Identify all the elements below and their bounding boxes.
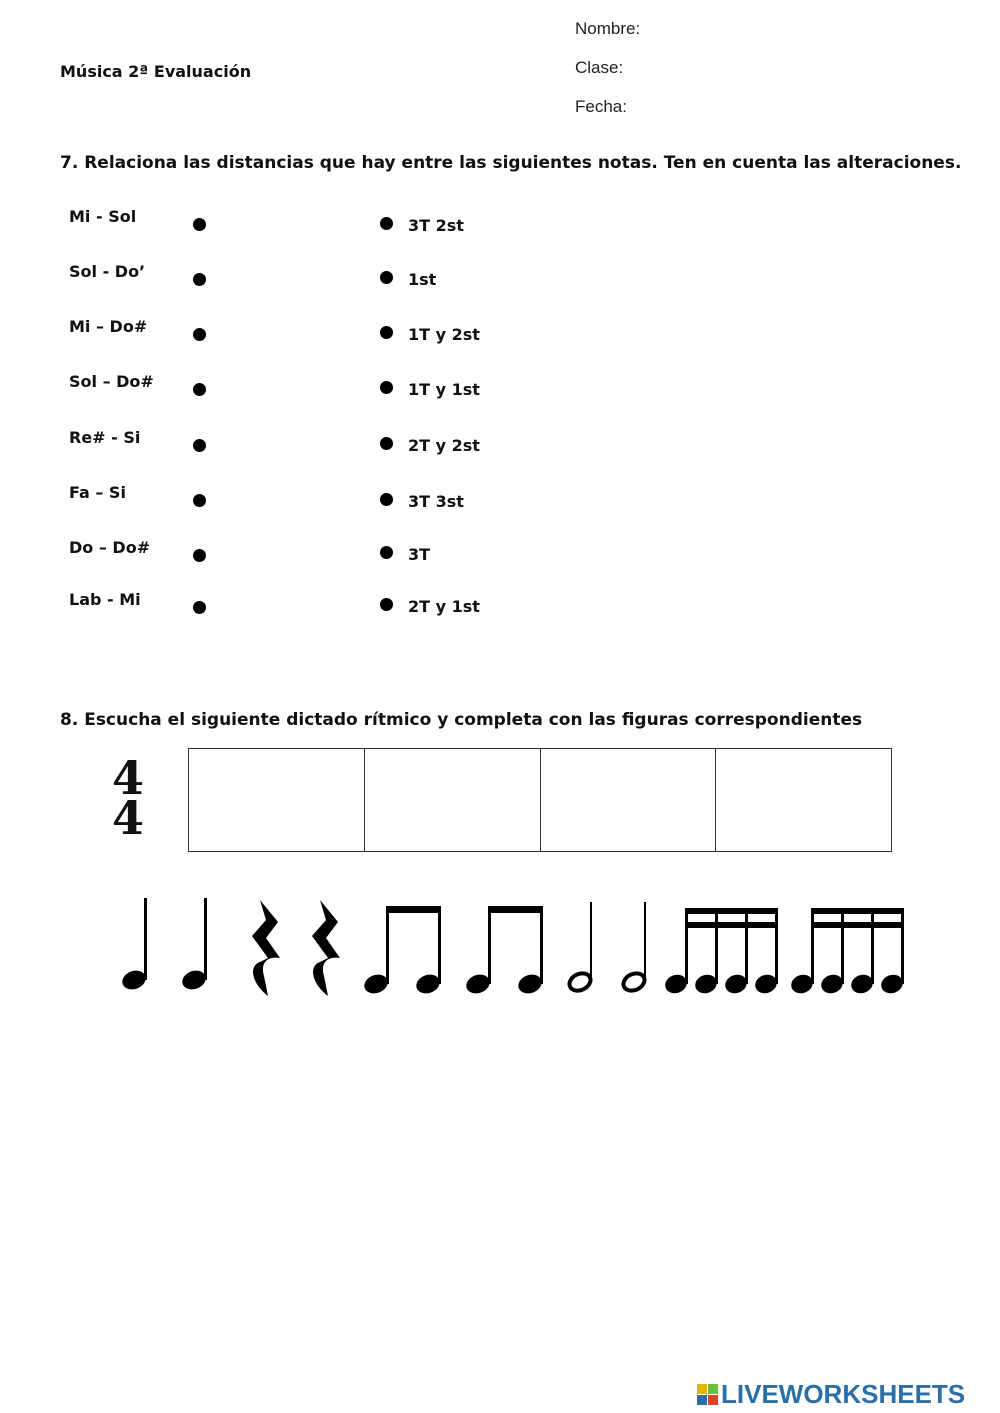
quarter-note-icon[interactable] xyxy=(120,898,149,993)
right-item-1: 3T 2st xyxy=(408,216,464,235)
eighth-note-pair-icon[interactable] xyxy=(464,906,545,997)
class-label: Clase: xyxy=(575,58,624,77)
question-8-title: 8. Escucha el siguiente dictado rítmico y completa con las figuras correspondientes xyxy=(60,710,863,730)
left-item-6: Fa – Si xyxy=(69,483,126,502)
left-match-dot[interactable] xyxy=(193,494,206,507)
time-signature-top: 4 xyxy=(112,751,145,805)
measure-drop-zone-1[interactable] xyxy=(189,749,365,851)
brand-name: LIVEWORKSHEETS xyxy=(721,1379,966,1409)
sixteenth-note-group-icon[interactable] xyxy=(789,908,906,996)
left-match-dot[interactable] xyxy=(193,601,206,614)
liveworksheets-logo-icon xyxy=(697,1384,718,1405)
quarter-rest-icon[interactable] xyxy=(312,900,340,996)
left-match-dot[interactable] xyxy=(193,439,206,452)
left-item-4: Sol – Do# xyxy=(69,372,154,391)
name-label: Nombre: xyxy=(575,19,641,38)
left-match-dot[interactable] xyxy=(193,218,206,231)
question-7-title: 7. Relaciona las distancias que hay entre las siguientes notas. Ten en cuenta las alteraciones. xyxy=(60,153,962,173)
liveworksheets-logo xyxy=(697,1379,965,1410)
right-item-7: 3T xyxy=(408,545,431,564)
measure-drop-zone-3[interactable] xyxy=(541,749,717,851)
left-item-2: Sol - Do’ xyxy=(69,262,146,281)
half-note-icon[interactable] xyxy=(567,902,594,994)
right-match-dot[interactable] xyxy=(380,326,393,339)
left-match-dot[interactable] xyxy=(193,549,206,562)
quarter-rest-icon[interactable] xyxy=(252,900,280,996)
subject-title: Música 2ª Evaluación xyxy=(60,62,252,81)
right-match-dot[interactable] xyxy=(380,598,393,611)
half-note-icon[interactable] xyxy=(621,902,648,994)
left-match-dot[interactable] xyxy=(193,328,206,341)
left-match-dot[interactable] xyxy=(193,273,206,286)
date-label: Fecha: xyxy=(575,97,627,116)
rhythm-figures xyxy=(110,892,910,1002)
right-item-8: 2T y 1st xyxy=(408,597,480,616)
eighth-note-pair-icon[interactable] xyxy=(362,906,443,997)
left-item-8: Lab - Mi xyxy=(69,590,141,609)
right-item-2: 1st xyxy=(408,270,437,289)
time-signature xyxy=(112,751,145,845)
right-item-3: 1T y 2st xyxy=(408,325,480,344)
right-match-dot[interactable] xyxy=(380,217,393,230)
left-item-5: Re# - Si xyxy=(69,428,141,447)
right-match-dot[interactable] xyxy=(380,546,393,559)
left-match-dot[interactable] xyxy=(193,383,206,396)
left-item-1: Mi - Sol xyxy=(69,207,137,226)
right-match-dot[interactable] xyxy=(380,381,393,394)
quarter-note-icon[interactable] xyxy=(180,898,209,993)
right-match-dot[interactable] xyxy=(380,437,393,450)
right-match-dot[interactable] xyxy=(380,271,393,284)
time-signature-bottom: 4 xyxy=(112,791,145,845)
right-match-dot[interactable] xyxy=(380,493,393,506)
measure-drop-zone-4[interactable] xyxy=(716,749,891,851)
sixteenth-note-group-icon[interactable] xyxy=(663,908,780,996)
measure-drop-zone-2[interactable] xyxy=(365,749,541,851)
rhythm-measures xyxy=(188,748,892,852)
right-item-4: 1T y 1st xyxy=(408,380,480,399)
right-item-6: 3T 3st xyxy=(408,492,464,511)
left-item-3: Mi – Do# xyxy=(69,317,148,336)
right-item-5: 2T y 2st xyxy=(408,436,480,455)
left-item-7: Do – Do# xyxy=(69,538,151,557)
